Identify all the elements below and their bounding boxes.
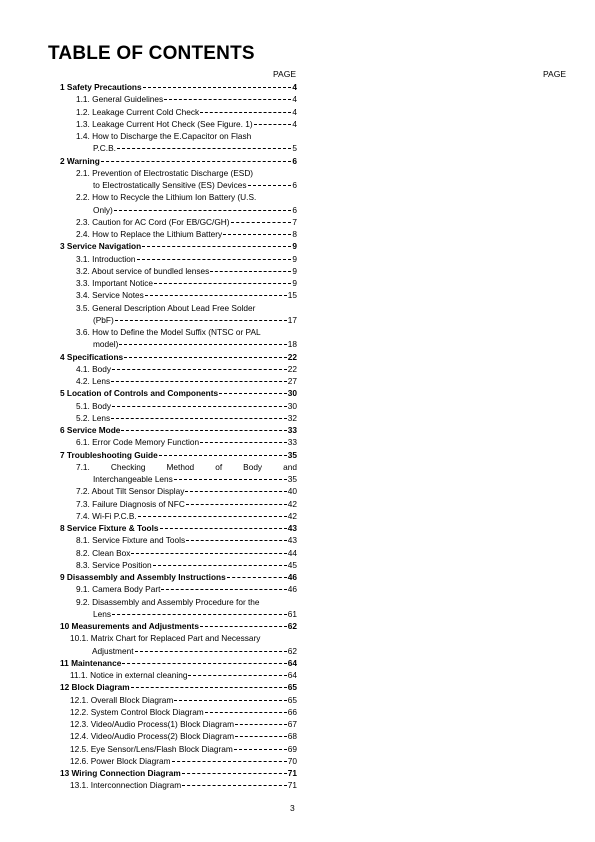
- toc-entry-row: [70, 779, 297, 791]
- toc-entry-text: 8.2. Clean Box: [76, 547, 131, 558]
- toc-entry-text: 6 Service Mode: [60, 425, 121, 435]
- page-title: TABLE OF CONTENTS: [48, 43, 255, 64]
- toc-entry-row: [76, 547, 297, 559]
- toc-subsection[interactable]: [53, 632, 297, 657]
- toc-entry-row: [76, 375, 297, 387]
- toc-page-number: 27: [287, 376, 297, 386]
- toc-section[interactable]: [53, 681, 297, 693]
- toc-leader-dots: [219, 393, 287, 394]
- toc-subsection[interactable]: [53, 130, 297, 155]
- toc-leader-dots: [182, 773, 287, 774]
- toc-entry-row: [60, 240, 297, 252]
- toc-page-number: 65: [287, 682, 297, 693]
- toc-leader-dots: [145, 295, 287, 296]
- toc-page-number: 33: [287, 437, 297, 448]
- toc-page-number: 4: [292, 118, 297, 129]
- toc-subsection[interactable]: [53, 436, 297, 448]
- toc-entry-text: 12.1. Overall Block Diagram: [70, 694, 174, 705]
- toc-entry-text: 12.2. System Control Block Diagram: [70, 706, 204, 717]
- toc-leader-dots: [142, 246, 291, 247]
- toc-entry-text: 12.6. Power Block Diagram: [70, 755, 171, 766]
- toc-subsection[interactable]: [53, 743, 297, 755]
- toc-entry-text: P.C.B.: [93, 143, 116, 154]
- toc-entry-text: to Electrostatically Sensitive (ES) Devices: [93, 180, 247, 190]
- toc-leader-dots: [160, 528, 287, 529]
- toc-entry-text: 8.1. Service Fixture and Tools: [76, 535, 186, 546]
- toc-leader-dots: [114, 210, 292, 211]
- toc-entry-row: [76, 118, 297, 130]
- toc-leader-dots: [119, 344, 286, 345]
- toc-entry-text: 12.3. Video/Audio Process(1) Block Diagram: [70, 719, 235, 729]
- toc-subsection[interactable]: [53, 730, 297, 742]
- toc-leader-dots: [153, 565, 287, 566]
- toc-leader-dots: [182, 785, 287, 786]
- toc-section[interactable]: [53, 240, 297, 252]
- toc-entry-text: 1 Safety Precautions: [60, 82, 142, 92]
- toc-leader-dots: [188, 675, 286, 676]
- toc-entry-text: 13.1. Interconnection Diagram: [70, 780, 182, 791]
- toc-page-number: 71: [287, 780, 297, 791]
- toc-leader-dots: [227, 577, 287, 578]
- toc-leader-dots: [143, 87, 292, 88]
- toc-entry-row: [70, 718, 297, 730]
- toc-entry-text: Lens: [93, 608, 111, 619]
- toc-entry-row: [76, 400, 297, 412]
- toc-leader-dots: [124, 357, 287, 358]
- toc-leader-dots: [101, 161, 292, 162]
- toc-subsection[interactable]: [53, 302, 297, 327]
- toc-entry-text: 6.1. Error Code Memory Function: [76, 437, 200, 448]
- toc-section[interactable]: [53, 424, 297, 436]
- toc-page-number: 43: [287, 523, 297, 533]
- toc-page-number: 15: [287, 290, 297, 301]
- toc-subsection[interactable]: [53, 228, 297, 240]
- toc-leader-dots: [200, 442, 287, 443]
- toc-entry-text: 9 Disassembly and Assembly Instructions: [60, 572, 226, 582]
- toc-entry-text: 3.3. Important Notice: [76, 278, 154, 288]
- toc-subsection[interactable]: [53, 583, 297, 595]
- toc-page-number: 6: [292, 180, 297, 190]
- toc-entry-text: 3.1. Introduction: [76, 253, 136, 264]
- toc-page-number: 68: [287, 731, 297, 742]
- toc-entry-text: 4 Specifications: [60, 351, 124, 362]
- toc-page-number: 66: [287, 706, 297, 717]
- toc-subsection[interactable]: [53, 363, 297, 375]
- toc-entry-row: [76, 265, 297, 277]
- toc-page-number: 30: [287, 388, 297, 399]
- toc-page-number: 9: [292, 253, 297, 264]
- toc-section[interactable]: [53, 571, 297, 583]
- toc-leader-dots: [172, 761, 287, 762]
- toc-entry-row: [76, 473, 297, 485]
- toc-page-number: 61: [287, 608, 297, 619]
- toc-entry-text: 4.2. Lens: [76, 376, 111, 386]
- toc-entry-row: [76, 253, 297, 265]
- toc-page-number: 9: [292, 241, 297, 252]
- toc-section[interactable]: [53, 351, 297, 363]
- toc-entry-text: 3.2. About service of bundled lenses: [76, 265, 210, 276]
- toc-page-number: 18: [287, 339, 297, 350]
- toc-entry-row: [76, 93, 297, 105]
- toc-leader-dots: [164, 99, 291, 100]
- toc-page-number: 45: [287, 559, 297, 570]
- toc-leader-dots: [131, 687, 287, 688]
- toc-page-number: 9: [292, 278, 297, 288]
- toc-entry-row: [60, 767, 297, 779]
- toc-subsection[interactable]: [53, 106, 297, 118]
- toc-leader-dots: [111, 381, 287, 382]
- toc-subsection[interactable]: [53, 375, 297, 387]
- toc-leader-dots: [115, 320, 287, 321]
- toc-entry-row: [76, 559, 297, 571]
- toc-entry-row: [76, 216, 297, 228]
- toc-leader-dots: [248, 185, 292, 186]
- toc-entry-text: 9.2. Disassembly and Assembly Procedure for the: [76, 596, 260, 607]
- toc-page-number: 4: [292, 94, 297, 105]
- toc-entry-text: 10 Measurements and Adjustments: [60, 621, 199, 631]
- toc-page-number: 62: [287, 621, 297, 631]
- toc-entry-row: [70, 706, 297, 718]
- toc-page-number: 46: [287, 572, 297, 582]
- toc-subsection[interactable]: [53, 485, 297, 497]
- toc-entry-row: [76, 498, 297, 510]
- toc-page-number: 40: [287, 486, 297, 497]
- toc-subsection[interactable]: [53, 718, 297, 730]
- toc-page-number: 6: [292, 204, 297, 215]
- toc-leader-dots: [223, 234, 291, 235]
- toc-subsection[interactable]: [53, 253, 297, 265]
- toc-entry-row: [76, 277, 297, 289]
- toc-leader-dots: [200, 112, 291, 113]
- toc-subsection[interactable]: [53, 461, 297, 486]
- toc-entry-text: 5.2. Lens: [76, 412, 111, 423]
- toc-entry-text: 12.4. Video/Audio Process(2) Block Diagram: [70, 731, 235, 742]
- toc-page-number: 64: [287, 670, 297, 680]
- toc-subsection[interactable]: [53, 289, 297, 301]
- toc-entry-row: [60, 449, 297, 461]
- toc-entry-text: model): [93, 339, 119, 350]
- toc-leader-dots: [235, 736, 287, 737]
- page-column-header-right: PAGE: [543, 69, 566, 79]
- toc-entry-row: [60, 620, 297, 632]
- toc-subsection[interactable]: [53, 534, 297, 546]
- toc-entry-text: 5.1. Body: [76, 400, 112, 411]
- toc-subsection[interactable]: [53, 93, 297, 105]
- toc-page-number: 32: [287, 412, 297, 423]
- toc-entry-row: [76, 338, 297, 350]
- toc-entry-row: [76, 510, 297, 522]
- toc-entry-text: 7.3. Failure Diagnosis of NFC: [76, 498, 185, 509]
- toc-subsection[interactable]: [53, 326, 297, 351]
- toc-page-number: 35: [287, 474, 297, 484]
- toc-entry-text: 3.6. How to Define the Model Suffix (NTSC or PAL: [76, 327, 261, 337]
- toc-leader-dots: [254, 124, 292, 125]
- toc-entry-text: 2.2. How to Recycle the Lithium Ion Battery (U.S.: [76, 192, 257, 203]
- toc-leader-dots: [131, 553, 286, 554]
- toc-section[interactable]: [53, 387, 297, 399]
- toc-entry-text: 13 Wiring Connection Diagram: [60, 768, 181, 778]
- toc-entry-row: [60, 155, 297, 167]
- toc-entry-row: [76, 204, 297, 216]
- toc-entry-row: [76, 179, 297, 191]
- toc-entry-text: Adjustment: [92, 645, 134, 656]
- toc-section[interactable]: [53, 81, 297, 93]
- toc-subsection[interactable]: [53, 694, 297, 706]
- toc-leader-dots: [135, 651, 287, 652]
- toc-subsection[interactable]: [53, 412, 297, 424]
- toc-entry-text: 1.2. Leakage Current Cold Check: [76, 106, 200, 117]
- toc-entry-row: [76, 289, 297, 301]
- toc-entry-row: [76, 142, 297, 154]
- toc-leader-dots: [186, 504, 287, 505]
- toc-page-number: 6: [292, 155, 297, 166]
- toc-section[interactable]: [53, 767, 297, 779]
- toc-subsection[interactable]: [53, 400, 297, 412]
- toc-entry-row: [76, 228, 297, 240]
- toc-entry-row: [70, 669, 297, 681]
- toc-entry-text: 2.4. How to Replace the Lithium Battery: [76, 229, 223, 239]
- toc-entry-row: [70, 645, 297, 657]
- toc-leader-dots: [234, 749, 287, 750]
- toc-leader-dots: [111, 418, 287, 419]
- toc-entry-text: 12 Block Diagram: [60, 682, 130, 693]
- toc-entry-row: [76, 534, 297, 546]
- toc-page-number: 22: [287, 351, 297, 362]
- toc-entry-text: 3.5. General Description About Lead Free Solder: [76, 302, 256, 313]
- toc-entry-row: [76, 485, 297, 497]
- toc-leader-dots: [154, 283, 291, 284]
- toc-subsection[interactable]: [53, 118, 297, 130]
- toc-page-number: 46: [287, 584, 297, 595]
- toc-entry-text: 11 Maintenance: [60, 657, 122, 668]
- toc-entry-text: 1.3. Leakage Current Hot Check (See Figure. 1): [76, 118, 253, 129]
- toc-page-number: 42: [287, 510, 297, 521]
- toc-entry-text: 1.4. How to Discharge the E.Capacitor on Flash: [76, 131, 252, 141]
- toc-entry-text: Interchangeable Lens: [93, 474, 173, 484]
- toc-subsection[interactable]: [53, 216, 297, 228]
- toc-leader-dots: [112, 406, 287, 407]
- toc-entry-text: 12.5. Eye Sensor/Lens/Flash Block Diagram: [70, 743, 233, 754]
- toc-entry-text: 8.3. Service Position: [76, 559, 152, 570]
- toc-entry-text: 5 Location of Controls and Components: [60, 388, 219, 399]
- toc-subsection[interactable]: [53, 669, 297, 681]
- toc-page-number: 64: [287, 657, 297, 668]
- toc-entry-row: [76, 608, 297, 620]
- toc-entry-text: 11.1. Notice in external cleaning: [70, 670, 188, 680]
- toc-entry-row: [60, 81, 297, 93]
- toc-page-number: 67: [287, 719, 297, 729]
- toc-leader-dots: [112, 614, 287, 615]
- toc-entry-row: [60, 571, 297, 583]
- toc-entry-row: [60, 424, 297, 436]
- toc-page-number: 4: [292, 106, 297, 117]
- toc-subsection[interactable]: [53, 706, 297, 718]
- toc-section[interactable]: [53, 155, 297, 167]
- toc-entry-row: [60, 351, 297, 363]
- toc-leader-dots: [235, 724, 287, 725]
- toc-leader-dots: [210, 271, 291, 272]
- toc-subsection[interactable]: [53, 547, 297, 559]
- toc-entry-text: 2.3. Caution for AC Cord (For EB/GC/GH): [76, 216, 230, 227]
- toc-leader-dots: [161, 589, 286, 590]
- toc-page-number: 35: [287, 449, 297, 460]
- toc-page-number: 62: [287, 645, 297, 656]
- toc-entry-text: 2.1. Prevention of Electrostatic Discharge (ESD): [76, 167, 254, 178]
- toc-subsection[interactable]: [53, 755, 297, 767]
- toc-page-number: 9: [292, 265, 297, 276]
- toc-leader-dots: [159, 455, 287, 456]
- toc-entry-text: 9.1. Camera Body Part: [76, 584, 161, 595]
- toc-leader-dots: [231, 222, 292, 223]
- toc-entry-text: 3.4. Service Notes: [76, 290, 144, 301]
- toc-page-number: 22: [287, 363, 297, 374]
- page-column-header: PAGE: [273, 69, 296, 79]
- toc-section[interactable]: [53, 522, 297, 534]
- toc-page-number: 17: [287, 314, 297, 325]
- toc-entry-text: 10.1. Matrix Chart for Replaced Part and Necessary: [70, 633, 261, 644]
- toc-page-number: 7: [292, 216, 297, 227]
- toc-page-number: 4: [292, 82, 297, 92]
- toc-entry-text: 7 Troubleshooting Guide: [60, 449, 158, 460]
- toc-leader-dots: [137, 259, 292, 260]
- toc-leader-dots: [117, 148, 291, 149]
- toc-subsection[interactable]: [53, 559, 297, 571]
- toc-subsection[interactable]: [53, 191, 297, 216]
- toc-entry-row: [76, 436, 297, 448]
- toc-page-number: 71: [287, 768, 297, 778]
- toc-entry-row: [70, 730, 297, 742]
- toc-subsection[interactable]: [53, 498, 297, 510]
- toc-leader-dots: [200, 626, 287, 627]
- toc-entry-text: 2 Warning: [60, 155, 100, 166]
- toc-leader-dots: [174, 479, 287, 480]
- toc-leader-dots: [185, 491, 286, 492]
- toc-leader-dots: [174, 700, 286, 701]
- toc-entry-row: [76, 314, 297, 326]
- toc-leader-dots: [186, 540, 287, 541]
- toc-entry-row: [60, 387, 297, 399]
- toc-section[interactable]: [53, 657, 297, 669]
- toc-subsection[interactable]: [53, 779, 297, 791]
- toc-entry-text: Only): [93, 204, 113, 215]
- toc-entry-row: [70, 743, 297, 755]
- toc-entry-row: [60, 657, 297, 669]
- toc-entry-row: [60, 522, 297, 534]
- table-of-contents: [53, 81, 297, 792]
- toc-entry-text: 1.1. General Guidelines: [76, 94, 164, 105]
- toc-page-number: 33: [287, 425, 297, 435]
- toc-subsection[interactable]: [53, 265, 297, 277]
- toc-page-number: 44: [287, 547, 297, 558]
- toc-entry-text: 7.1. Checking Method of Body and: [76, 461, 297, 472]
- toc-page-number: 70: [287, 755, 297, 766]
- toc-subsection[interactable]: [53, 510, 297, 522]
- toc-entry-row: [76, 363, 297, 375]
- toc-leader-dots: [122, 663, 286, 664]
- toc-entry-row: [70, 694, 297, 706]
- toc-section[interactable]: [53, 620, 297, 632]
- toc-entry-text: 4.1. Body: [76, 363, 112, 374]
- toc-page-number: 69: [287, 743, 297, 754]
- toc-page-number: 5: [292, 143, 297, 154]
- toc-page-number: 43: [287, 535, 297, 546]
- toc-entry-text: 8 Service Fixture & Tools: [60, 523, 159, 533]
- toc-page-number: 42: [287, 498, 297, 509]
- toc-entry-row: [76, 412, 297, 424]
- toc-section[interactable]: [53, 449, 297, 461]
- toc-entry-text: 7.4. Wi-Fi P.C.B.: [76, 510, 137, 521]
- toc-leader-dots: [138, 516, 287, 517]
- toc-entry-row: [76, 106, 297, 118]
- toc-subsection[interactable]: [53, 277, 297, 289]
- toc-page-number: 8: [292, 229, 297, 239]
- toc-entry-text: 3 Service Navigation: [60, 241, 142, 252]
- toc-leader-dots: [121, 430, 286, 431]
- toc-entry-text: 7.2. About Tilt Sensor Display: [76, 486, 185, 497]
- toc-subsection[interactable]: [53, 596, 297, 621]
- toc-entry-row: [70, 755, 297, 767]
- toc-entry-row: [60, 681, 297, 693]
- toc-entry-text: (PbF): [93, 314, 114, 325]
- toc-leader-dots: [112, 369, 287, 370]
- page-number: 3: [290, 803, 295, 813]
- toc-page-number: 30: [287, 400, 297, 411]
- toc-subsection[interactable]: [53, 167, 297, 192]
- toc-page-number: 65: [287, 694, 297, 705]
- toc-entry-row: [76, 583, 297, 595]
- toc-leader-dots: [205, 712, 287, 713]
